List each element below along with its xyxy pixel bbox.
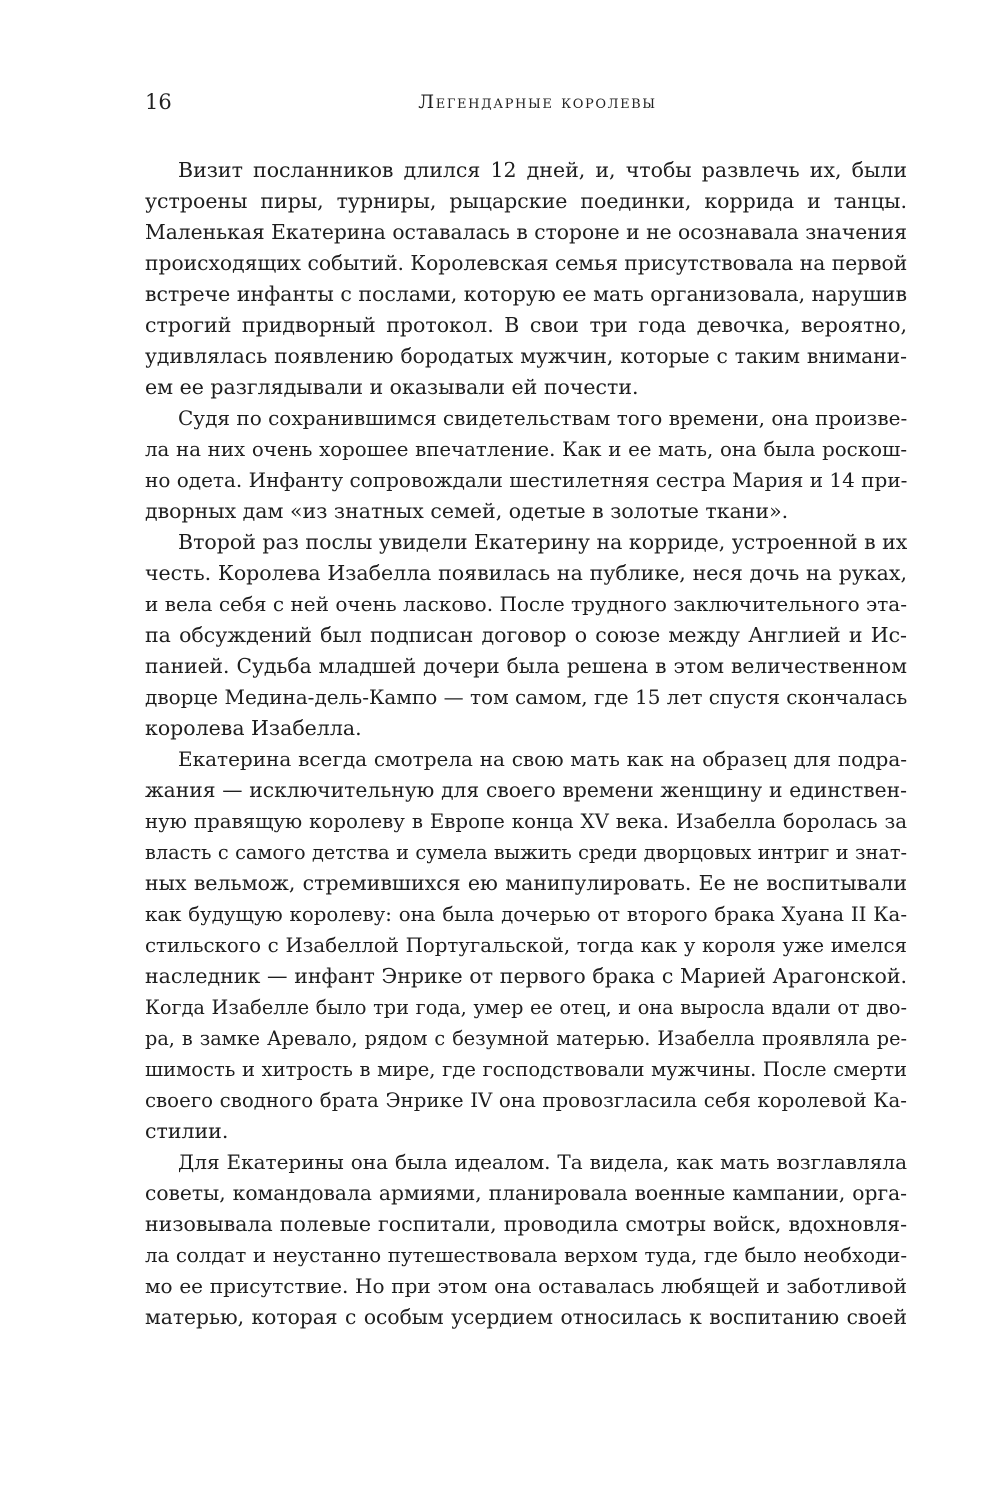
text-line: Судя по сохранившимся свидетельствам того времени, она произве-	[178, 406, 907, 430]
text-line: честь. Королева Изабелла появилась на публике, неся дочь на руках,	[145, 561, 907, 585]
text-line: Для Екатерины она была идеалом. Та видела, как мать возглавляла	[178, 1150, 907, 1174]
text-line: ем ее разглядывали и оказывали ей почести.	[145, 375, 639, 399]
text-line: происходящих событий. Королевская семья присутствовала на первой	[145, 251, 907, 275]
text-line: устроены пиры, турниры, рыцарские поединки, коррида и танцы.	[145, 189, 907, 213]
book-title: Легендарные королевы	[418, 91, 657, 113]
text-line: стилии.	[145, 1119, 229, 1143]
page-number: 16	[145, 90, 172, 114]
text-line: наследник — инфант Энрике от первого брака с Марией Арагонской.	[145, 964, 907, 988]
text-line: и вела себя с ней очень ласково. После трудного заключительного эта-	[145, 592, 907, 616]
text-line: ра, в замке Аревало, рядом с безумной матерью. Изабелла проявляла ре-	[145, 1027, 907, 1050]
text-line: удивлялась появлению бородатых мужчин, которые с таким внимани-	[145, 344, 907, 368]
text-line: советы, командовала армиями, планировала военные кампании, орга-	[145, 1181, 907, 1205]
text-line: шимость и хитрость в мире, где господствовали мужчины. После смерти	[145, 1058, 907, 1081]
text-line: власть с самого детства и сумела выжить среди дворцовых интриг и знат-	[145, 841, 907, 864]
text-line: дворце Медина-дель-Кампо — том самом, где 15 лет спустя скончалась	[145, 685, 907, 709]
text-line: мо ее присутствие. Но при этом она оставалась любящей и заботливой	[145, 1274, 907, 1298]
text-line: Маленькая Екатерина оставалась в стороне и не осознавала значения	[145, 220, 907, 244]
text-line: ную правящую королеву в Европе конца XV века. Изабелла боролась за	[145, 810, 907, 833]
text-line: ных вельмож, стремившихся ею манипулировать. Ее не воспитывали	[145, 871, 907, 895]
text-line: Визит посланников длился 12 дней, и, чтобы развлечь их, были	[178, 158, 907, 182]
text-line: стильского с Изабеллой Португальской, тогда как у короля уже имелся	[145, 934, 907, 957]
text-line: жания — исключительную для своего времени женщину и единствен-	[145, 778, 907, 802]
body-text	[145, 155, 907, 1333]
text-line: Екатерина всегда смотрела на свою мать как на образец для подра-	[178, 747, 907, 771]
text-line: па обсуждений был подписан договор о союзе между Англией и Ис-	[145, 623, 907, 647]
text-line: низовывала полевые госпитали, проводила смотры войск, вдохновля-	[145, 1212, 907, 1236]
running-head	[145, 88, 907, 118]
text-line: ла на них очень хорошее впечатление. Как и ее мать, она была роскош-	[145, 438, 907, 461]
text-line: строгий придворный протокол. В свои три года девочка, вероятно,	[145, 313, 907, 337]
text-line: королева Изабелла.	[145, 716, 362, 740]
text-line: своего сводного брата Энрике IV она провозгласила себя королевой Ка-	[145, 1089, 907, 1112]
text-line: матерью, которая с особым усердием относилась к воспитанию своей	[145, 1305, 907, 1329]
text-line: дворных дам «из знатных семей, одетые в золотые ткани».	[145, 499, 789, 523]
text-line: ла солдат и неустанно путешествовала верхом туда, где было необходи-	[145, 1244, 907, 1267]
text-line: встрече инфанты с послами, которую ее мать организовала, нарушив	[145, 282, 907, 306]
text-line: но одета. Инфанту сопровождали шестилетняя сестра Мария и 14 при-	[145, 468, 907, 492]
text-line: панией. Судьба младшей дочери была решена в этом величественном	[145, 654, 907, 678]
text-line: Когда Изабелле было три года, умер ее отец, и она выросла вдали от дво-	[145, 996, 907, 1019]
text-line: как будущую королеву: она была дочерью от второго брака Хуана II Ка-	[145, 903, 907, 926]
text-line: Второй раз послы увидели Екатерину на корриде, устроенной в их	[178, 530, 907, 554]
